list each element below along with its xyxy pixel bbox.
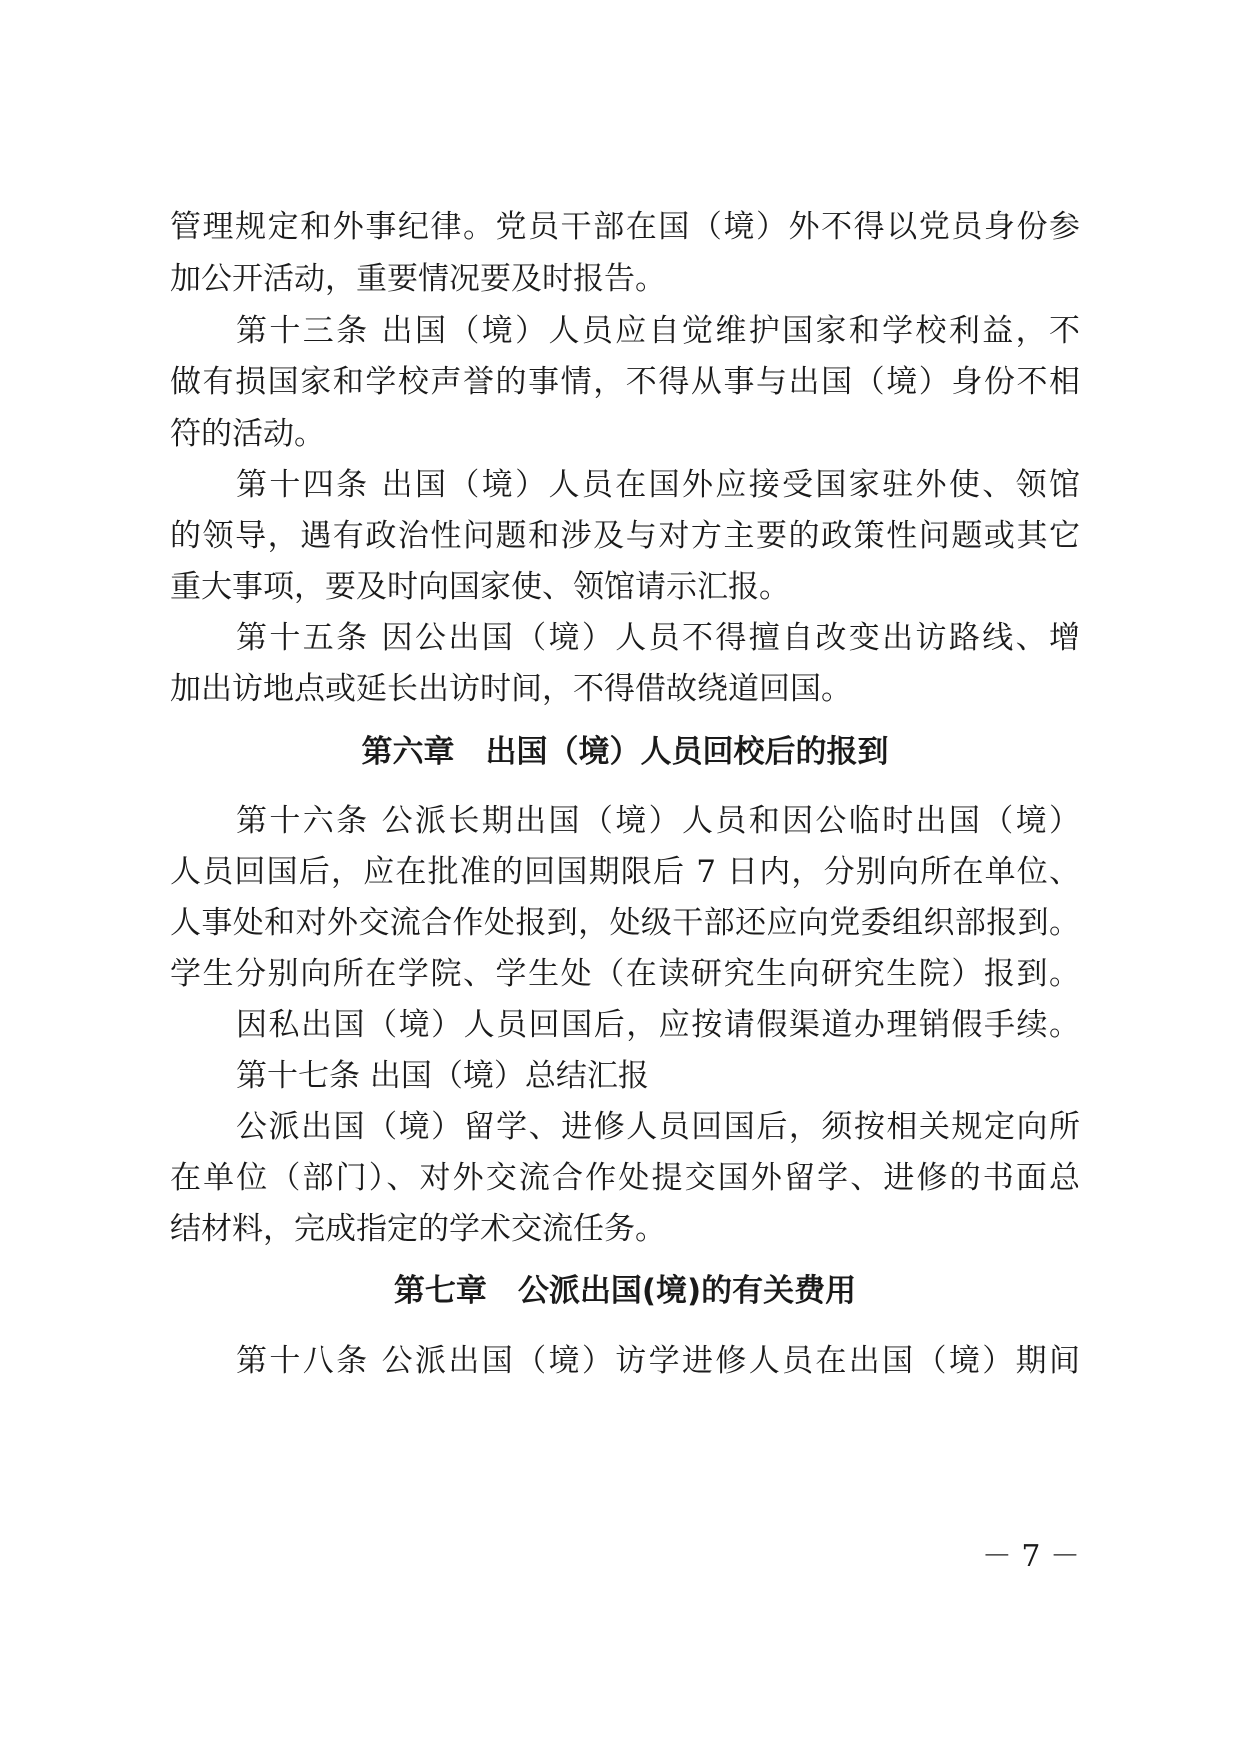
text-line: 公派出国（境）留学、进修人员回国后，须按相关规定向所 — [236, 1109, 1080, 1145]
article-16-line: 第十六条 公派长期出国（境）人员和因公临时出国（境） — [236, 803, 1080, 839]
text-line: 在单位（部门）、对外交流合作处提交国外留学、进修的书面总 — [170, 1160, 1080, 1196]
text-line: 的领导，遇有政治性问题和涉及与对方主要的政策性问题或其它 — [170, 518, 1080, 554]
text-line: 结材料，完成指定的学术交流任务。 — [170, 1211, 666, 1247]
article-17-line: 第十七条 出国（境）总结汇报 — [236, 1058, 649, 1094]
article-18-line: 第十八条 公派出国（境）访学进修人员在出国（境）期间 — [236, 1343, 1080, 1379]
article-14-line: 第十四条 出国（境）人员在国外应接受国家驻外使、领馆 — [236, 467, 1080, 503]
text-line: 学生分别向所在学院、学生处（在读研究生向研究生院）报到。 — [170, 956, 1080, 992]
article-13-line: 第十三条 出国（境）人员应自觉维护国家和学校利益，不 — [236, 313, 1080, 349]
chapter-7-heading: 第七章 公派出国(境)的有关费用 — [393, 1273, 857, 1309]
text-line: 加公开活动，重要情况要及时报告。 — [170, 261, 666, 297]
text-line: 人员回国后，应在批准的回国期限后 7 日内，分别向所在单位、 — [170, 854, 1080, 890]
article-15-line: 第十五条 因公出国（境）人员不得擅自改变出访路线、增 — [236, 620, 1080, 656]
text-line: 做有损国家和学校声誉的事情，不得从事与出国（境）身份不相 — [170, 364, 1080, 400]
text-line: 重大事项，要及时向国家使、领馆请示汇报。 — [170, 569, 790, 605]
chapter-6-heading: 第六章 出国（境）人员回校后的报到 — [361, 734, 889, 770]
text-line: 因私出国（境）人员回国后，应按请假渠道办理销假手续。 — [236, 1007, 1080, 1043]
text-line: 加出访地点或延长出访时间，不得借故绕道回国。 — [170, 671, 852, 707]
page-number: － 7 － — [981, 1539, 1080, 1574]
text-line: 人事处和对外交流合作处报到，处级干部还应向党委组织部报到。 — [170, 905, 1080, 941]
text-line: 管理规定和外事纪律。党员干部在国（境）外不得以党员身份参 — [170, 209, 1080, 245]
text-line: 符的活动。 — [170, 416, 325, 452]
